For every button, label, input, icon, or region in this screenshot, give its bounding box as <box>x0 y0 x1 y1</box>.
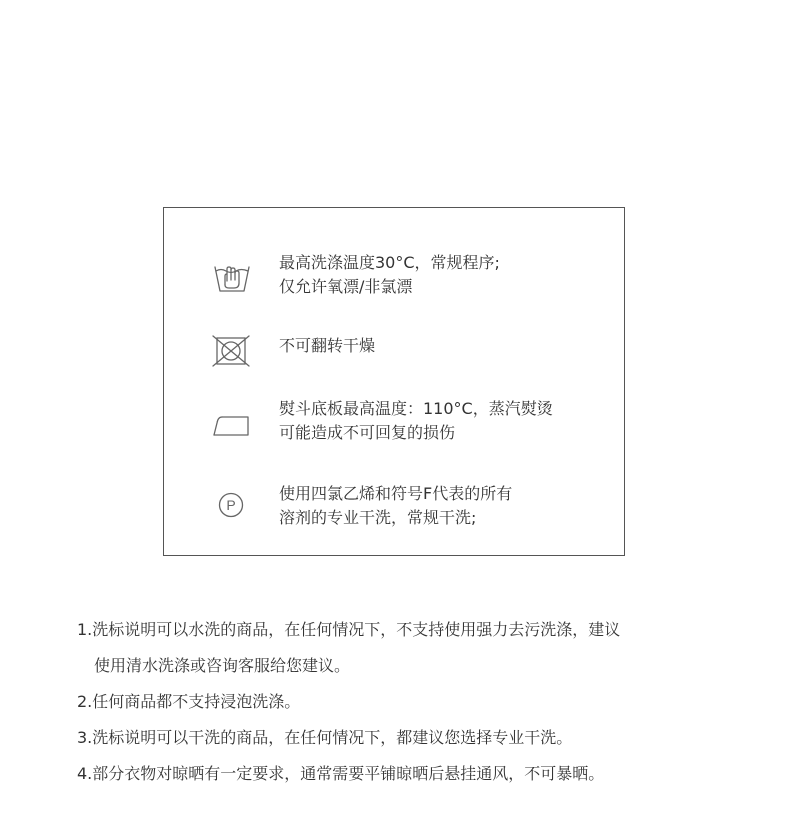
note-item: 4.部分衣物对晾晒有一定要求，通常需要平铺晾晒后悬挂通风，不可暴晒。 <box>77 764 605 783</box>
dry-clean-p-icon <box>210 488 254 522</box>
note-item-continuation: 使用清水洗涤或咨询客服给您建议。 <box>94 656 351 675</box>
care-text-wash <box>279 251 500 299</box>
care-text-line: 仅允许氧漂/非氯漂 <box>279 277 413 296</box>
care-instructions-box <box>163 207 625 556</box>
care-text-line: 不可翻转干燥 <box>279 336 376 355</box>
no-tumble-dry-icon <box>210 334 254 368</box>
care-text-dryclean <box>279 482 512 530</box>
care-text-line: 使用四氯乙烯和符号F代表的所有 <box>279 484 513 503</box>
care-text-line: 可能造成不可回复的损伤 <box>279 423 456 442</box>
dry-clean-letter: P <box>226 497 236 513</box>
care-text-line: 熨斗底板最高温度：110°C，蒸汽熨烫 <box>279 399 553 418</box>
care-notes <box>77 612 757 792</box>
note-item: 2.任何商品都不支持浸泡洗涤。 <box>77 692 301 711</box>
care-text-line: 溶剂的专业干洗，常规干洗; <box>279 508 477 527</box>
hand-wash-icon <box>210 261 254 295</box>
note-item: 1.洗标说明可以水洗的商品，在任何情况下，不支持使用强力去污洗涤，建议 <box>77 620 621 639</box>
care-text-iron <box>279 397 553 445</box>
note-item: 3.洗标说明可以干洗的商品，在任何情况下，都建议您选择专业干洗。 <box>77 728 573 747</box>
care-text-tumble <box>279 334 375 358</box>
care-text-line: 最高洗涤温度30°C，常规程序; <box>279 253 500 272</box>
iron-icon <box>210 407 254 441</box>
